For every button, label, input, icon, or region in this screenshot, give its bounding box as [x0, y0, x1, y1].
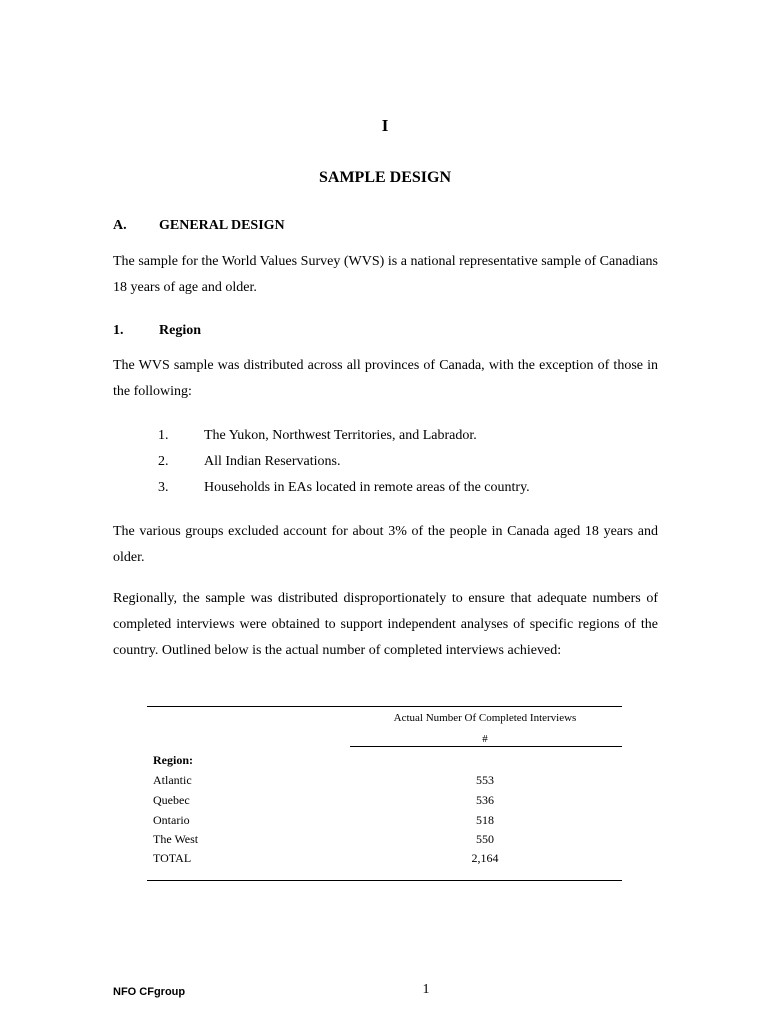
table-row-value-total: 2,164 [471, 851, 499, 865]
section-a-heading [113, 218, 285, 234]
exclusion-list [158, 426, 530, 504]
table-row-value: 518 [476, 813, 494, 827]
table-row-label: Atlantic [153, 773, 192, 787]
general-design-paragraph: The sample for the World Values Survey (WVS) is a national representative sample of Canadians 18 years of age and older. [113, 254, 658, 295]
table-column-header: Actual Number Of Completed Interviews [393, 712, 577, 724]
list-item [158, 426, 530, 452]
table-row-label-total: TOTAL [153, 851, 192, 865]
table-row-value: 550 [476, 832, 494, 846]
table-row-label: Quebec [153, 793, 190, 807]
subsection-1-heading [113, 323, 201, 339]
section-a-label: A. [113, 218, 127, 233]
list-item-text: Households in EAs located in remote areas of the country. [204, 480, 530, 495]
table-row-label: The West [153, 832, 199, 846]
table-group-label: Region: [153, 753, 193, 767]
table-row-value: 553 [476, 773, 494, 787]
chapter-number: I [381, 116, 389, 135]
subsection-1-label: 1. [113, 323, 124, 338]
regional-note-paragraph: Regionally, the sample was distributed disproportionately to ensure that adequate numbers of completed interviews were obtained to support independent analyses of specific regions of the country. Outlined below is the actual number of completed interviews achieved: [113, 591, 658, 658]
subsection-1-title: Region [159, 323, 201, 338]
table-row-value: 536 [476, 793, 494, 807]
list-item-number: 3. [158, 480, 169, 495]
page-number: 1 [422, 982, 430, 997]
table-row-label: Ontario [153, 813, 190, 827]
table-header-rule [350, 746, 622, 747]
region-intro-paragraph: The WVS sample was distributed across all provinces of Canada, with the exception of those in the following: [113, 358, 658, 399]
footer-org: NFO CFgroup [113, 986, 186, 998]
chapter-title: SAMPLE DESIGN [318, 169, 452, 186]
section-a-title: GENERAL DESIGN [159, 218, 285, 233]
list-item [158, 452, 530, 478]
list-item-number: 2. [158, 454, 169, 469]
list-item-text: The Yukon, Northwest Territories, and Labrador. [204, 428, 477, 443]
list-item [158, 478, 530, 504]
list-item-text: All Indian Reservations. [204, 454, 341, 469]
table-top-rule [147, 706, 622, 707]
excluded-note-paragraph: The various groups excluded account for about 3% of the people in Canada aged 18 years and older. [113, 524, 658, 565]
list-item-number: 1. [158, 428, 169, 443]
table-bottom-rule [147, 880, 622, 881]
table-column-unit: # [482, 733, 488, 745]
